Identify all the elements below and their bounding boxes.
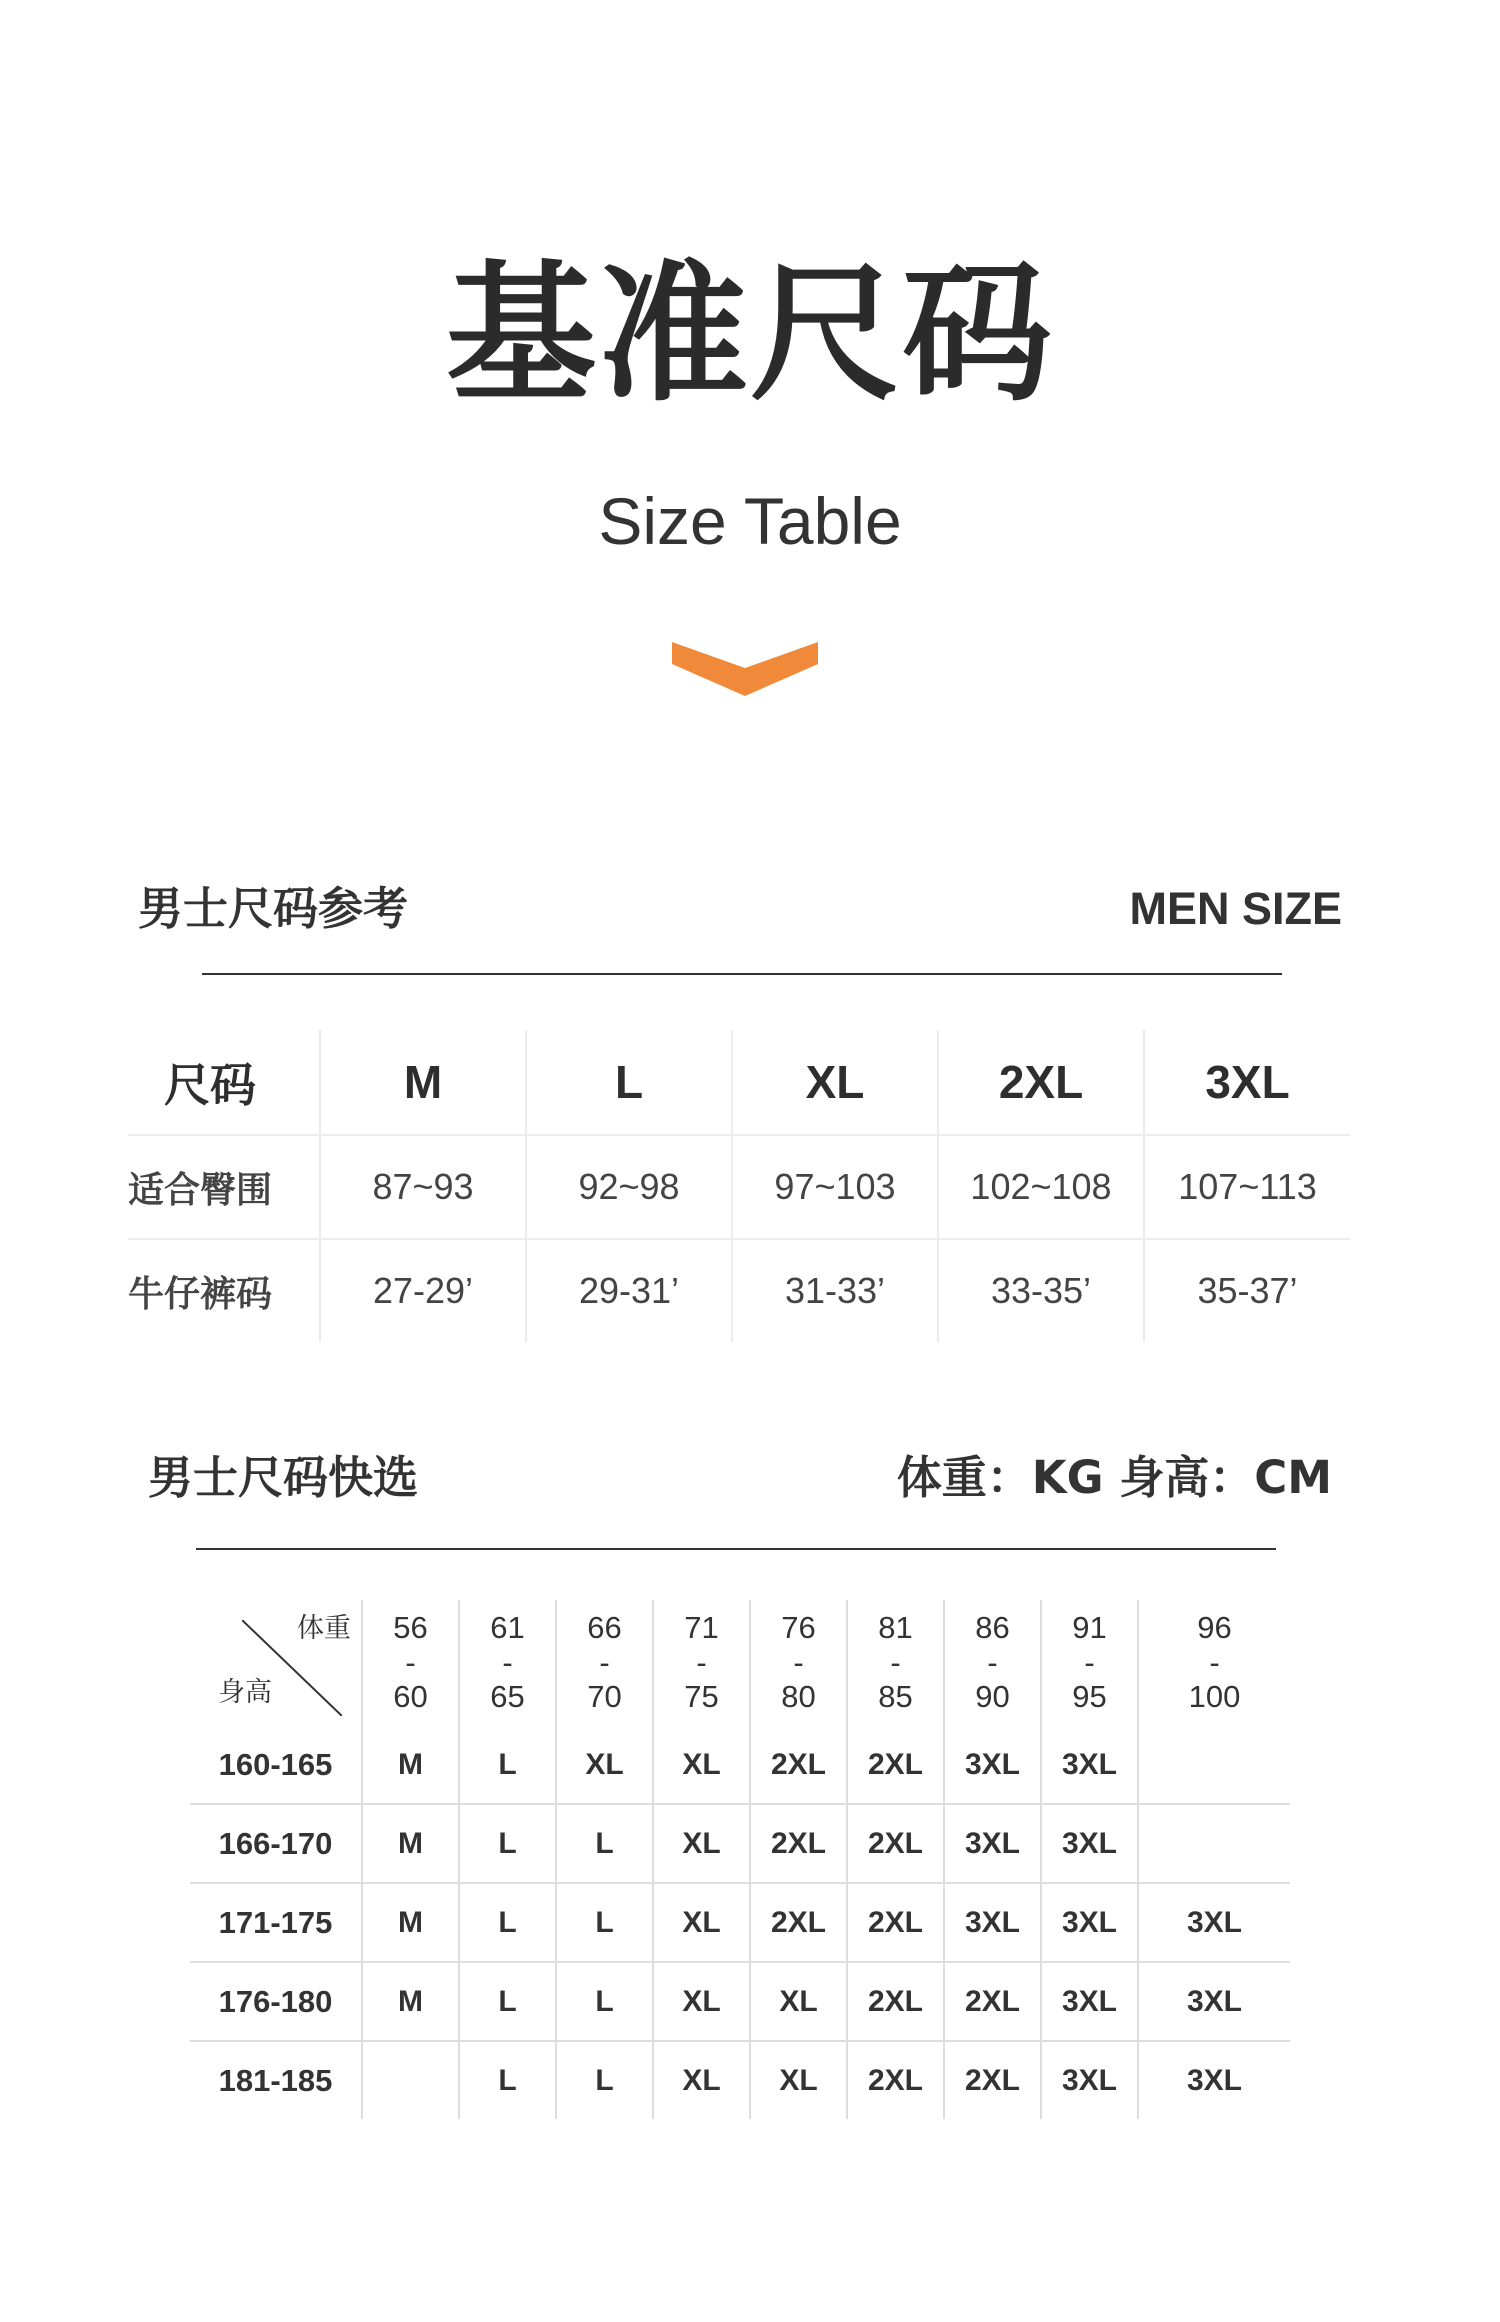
size-cell: L [556, 1883, 653, 1962]
size-cell: 3XL [1041, 1804, 1138, 1883]
corner-height-label: 身高 [218, 1676, 272, 1708]
table-row [190, 1804, 1290, 1883]
size-cell: M [362, 1804, 459, 1883]
size-cell: 2XL [847, 2041, 944, 2119]
weight-range-cell [362, 1600, 459, 1726]
height-range-cell: 171-175 [190, 1883, 362, 1962]
height-range-cell: 176-180 [190, 1962, 362, 2041]
weight-sep: - [987, 1644, 998, 1680]
height-range-cell: 160-165 [218, 1746, 333, 1782]
size-cell: 3XL [1138, 2041, 1290, 2119]
weight-range-cell [847, 1600, 944, 1726]
size-cell: XL [653, 2041, 750, 2119]
size-cell: L [556, 2041, 653, 2119]
size-cell: L [556, 1962, 653, 2041]
weight-sep: - [890, 1644, 901, 1680]
size-cell: XL [556, 1726, 653, 1804]
weight-to: 90 [975, 1679, 1010, 1715]
weight-range-cell [556, 1600, 653, 1726]
height-range-cell: 166-170 [190, 1804, 362, 1883]
size-cell: XL [653, 1726, 750, 1804]
size-header-cell: L [526, 1030, 732, 1135]
size-cell: 3XL [944, 1804, 1041, 1883]
weight-to: 95 [1072, 1679, 1107, 1715]
size-cell: 3XL [1138, 1962, 1290, 2041]
quick-select-table [190, 1600, 1290, 2119]
size-cell: XL [653, 1883, 750, 1962]
size-cell: 3XL [1041, 1726, 1138, 1804]
chevron-down-icon [670, 640, 820, 700]
hip-row-label: 适合臀围 [128, 1135, 320, 1239]
weight-sep: - [405, 1644, 416, 1680]
size-header-cell: M [320, 1030, 526, 1135]
hip-row [128, 1135, 1350, 1239]
size-reference-table [128, 1030, 1350, 1342]
weight-range-cell [1041, 1600, 1138, 1726]
size-cell: M [362, 1883, 459, 1962]
size-cell [362, 2041, 459, 2119]
weight-from: 76 [781, 1609, 816, 1645]
size-cell: 3XL [1041, 2041, 1138, 2119]
weight-to: 65 [490, 1679, 525, 1715]
section-divider [202, 973, 1282, 975]
size-cell: 2XL [847, 1962, 944, 2041]
corner-cell [190, 1600, 362, 1726]
size-header-cell: 2XL [938, 1030, 1144, 1135]
weight-from: 96 [1197, 1609, 1232, 1645]
weight-from: 86 [975, 1609, 1010, 1645]
size-cell: L [459, 1726, 556, 1804]
weight-sep: - [1209, 1644, 1220, 1680]
quick-select-heading: 男士尺码快选 [148, 1451, 419, 1504]
weight-to: 80 [781, 1679, 816, 1715]
weight-to: 70 [587, 1679, 622, 1715]
size-cell: XL [653, 1804, 750, 1883]
size-cell: 2XL [944, 2041, 1041, 2119]
weight-from: 56 [393, 1609, 428, 1645]
jeans-row [128, 1239, 1350, 1342]
weight-header-row [190, 1600, 1290, 1726]
weight-sep: - [502, 1644, 513, 1680]
size-cell: L [459, 1804, 556, 1883]
size-cell: L [459, 1883, 556, 1962]
weight-to: 100 [1188, 1679, 1241, 1715]
hip-cell: 92~98 [526, 1135, 732, 1239]
size-cell: 2XL [750, 1726, 847, 1804]
jeans-cell: 35-37’ [1144, 1239, 1350, 1342]
weight-from: 61 [490, 1609, 525, 1645]
size-cell: L [556, 1804, 653, 1883]
page-subtitle: Size Table [598, 484, 902, 558]
weight-range-cell [1138, 1600, 1290, 1726]
table-row [190, 1962, 1290, 2041]
quick-select-units: 体重：KG 身高：CM [896, 1451, 1332, 1504]
weight-from: 81 [878, 1609, 913, 1645]
weight-range-cell [653, 1600, 750, 1726]
section-divider [196, 1548, 1276, 1550]
chevron-shape [672, 642, 818, 696]
hip-cell: 87~93 [320, 1135, 526, 1239]
jeans-cell: 31-33’ [732, 1239, 938, 1342]
size-header-cell: XL [732, 1030, 938, 1135]
weight-range-cell [750, 1600, 847, 1726]
hip-cell: 107~113 [1144, 1135, 1350, 1239]
size-cell: M [362, 1962, 459, 2041]
size-cell: 3XL [1138, 1883, 1290, 1962]
page-title: 基准尺码 [445, 248, 1054, 422]
weight-sep: - [793, 1644, 804, 1680]
size-cell: 2XL [847, 1804, 944, 1883]
weight-range-cell [459, 1600, 556, 1726]
size-cell: L [459, 1962, 556, 2041]
weight-range-cell [944, 1600, 1041, 1726]
weight-to: 60 [393, 1679, 428, 1715]
weight-to: 75 [684, 1679, 719, 1715]
size-cell: 2XL [847, 1726, 944, 1804]
jeans-row-label: 牛仔裤码 [128, 1239, 320, 1342]
weight-from: 71 [684, 1609, 719, 1645]
size-cell: M [362, 1726, 459, 1804]
size-cell: 3XL [1041, 1883, 1138, 1962]
weight-sep: - [1084, 1644, 1095, 1680]
size-cell: L [459, 2041, 556, 2119]
table-row [190, 1726, 1290, 1804]
size-cell: 3XL [944, 1726, 1041, 1804]
size-cell [1138, 1726, 1290, 1804]
size-header-row [128, 1030, 1350, 1135]
size-cell: 2XL [847, 1883, 944, 1962]
jeans-cell: 33-35’ [938, 1239, 1144, 1342]
weight-to: 85 [878, 1679, 913, 1715]
weight-from: 66 [587, 1609, 622, 1645]
size-cell [1138, 1804, 1290, 1883]
size-header-label: 尺码 [164, 1058, 256, 1112]
men-size-heading: 男士尺码参考 [138, 882, 409, 935]
size-cell: 3XL [1041, 1962, 1138, 2041]
size-cell: 2XL [750, 1804, 847, 1883]
size-cell: XL [653, 1962, 750, 2041]
jeans-cell: 27-29’ [320, 1239, 526, 1342]
hip-cell: 97~103 [732, 1135, 938, 1239]
hip-cell: 102~108 [938, 1135, 1144, 1239]
height-range-cell: 181-185 [190, 2041, 362, 2119]
table-row [190, 1883, 1290, 1962]
men-size-heading-en: MEN SIZE [1129, 883, 1342, 934]
weight-from: 91 [1072, 1609, 1107, 1645]
weight-sep: - [696, 1644, 707, 1680]
size-cell: 2XL [750, 1883, 847, 1962]
size-cell: 3XL [944, 1883, 1041, 1962]
size-cell: 2XL [944, 1962, 1041, 2041]
jeans-cell: 29-31’ [526, 1239, 732, 1342]
corner-weight-label: 体重 [297, 1613, 351, 1644]
size-cell: XL [750, 2041, 847, 2119]
size-cell: XL [750, 1962, 847, 2041]
weight-sep: - [599, 1644, 610, 1680]
table-row [190, 2041, 1290, 2119]
size-header-cell: 3XL [1144, 1030, 1350, 1135]
